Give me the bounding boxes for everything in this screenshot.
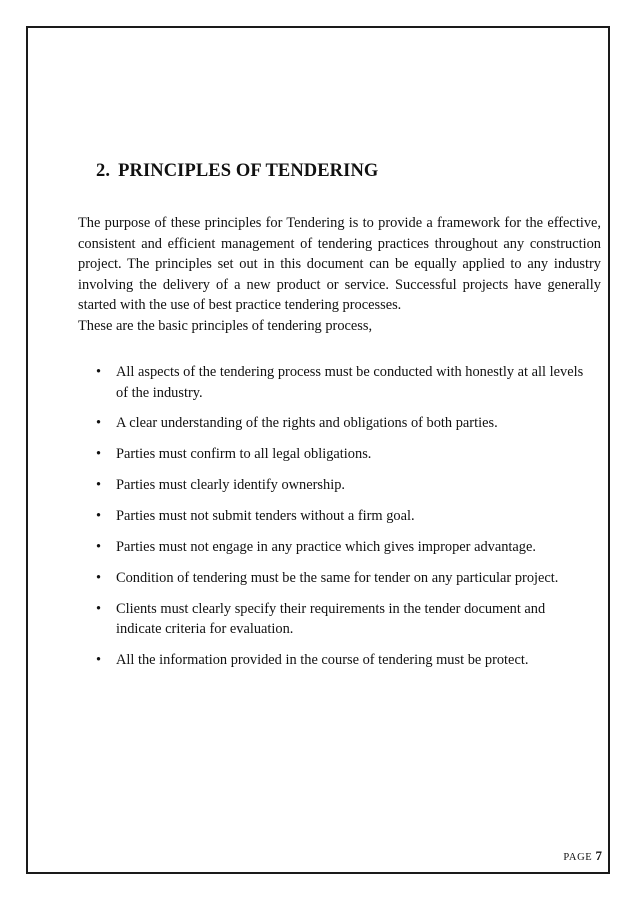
list-item xyxy=(96,413,586,434)
principle-text: Clients must clearly specify their requirements in the tender document and indicate criteria for evaluation. xyxy=(116,600,546,638)
bullet-icon: • xyxy=(96,539,102,556)
bullet-icon: • xyxy=(96,364,102,380)
principle-text: Parties must clearly identify ownership. xyxy=(116,477,345,494)
principle-text: Parties must not submit tenders without a firm goal. xyxy=(116,508,415,525)
section-number: 2. xyxy=(96,161,111,181)
principle-text: All the information provided in the course of tendering must be protect. xyxy=(116,652,529,669)
list-item xyxy=(96,362,586,403)
bullet-icon: • xyxy=(96,446,102,463)
intro-paragraph: The purpose of these principles for Tendering is to provide a framework for the effective, consistent and efficient management of tendering practices throughout any construction project. The principles set out in this document can be equally applied to any industry involving the delivery of a new product or service. Successful projects have generally started with the use of best practice tendering processes. xyxy=(78,215,601,314)
bullet-icon: • xyxy=(96,415,102,432)
list-item xyxy=(96,599,586,640)
list-item xyxy=(96,537,586,558)
bullet-icon: • xyxy=(96,652,102,669)
bullet-icon: • xyxy=(96,477,102,494)
list-item xyxy=(96,568,586,589)
principle-text: Parties must confirm to all legal obligations. xyxy=(116,446,372,463)
principle-text: Condition of tendering must be the same for tender on any particular project. xyxy=(116,569,559,586)
bullet-icon: • xyxy=(96,569,102,586)
list-item xyxy=(96,506,586,527)
list-item xyxy=(96,475,586,496)
principles-list xyxy=(96,362,586,681)
section-heading xyxy=(96,161,378,182)
principle-text: All aspects of the tendering process must be conducted with honestly at all levels of the industry. xyxy=(116,364,584,401)
section-title: PRINCIPLES OF TENDERING xyxy=(118,161,379,181)
list-item xyxy=(96,444,586,465)
principle-text: A clear understanding of the rights and obligations of both parties. xyxy=(116,415,498,432)
page-number-value: 7 xyxy=(595,848,602,863)
page-label: PAGE xyxy=(563,852,593,863)
page-number xyxy=(563,848,602,864)
list-item xyxy=(96,650,586,671)
principle-text: Parties must not engage in any practice which gives improper advantage. xyxy=(116,539,536,556)
lead-text: These are the basic principles of tendering process, xyxy=(78,318,373,334)
bullet-icon: • xyxy=(96,600,102,617)
bullet-icon: • xyxy=(96,508,102,525)
